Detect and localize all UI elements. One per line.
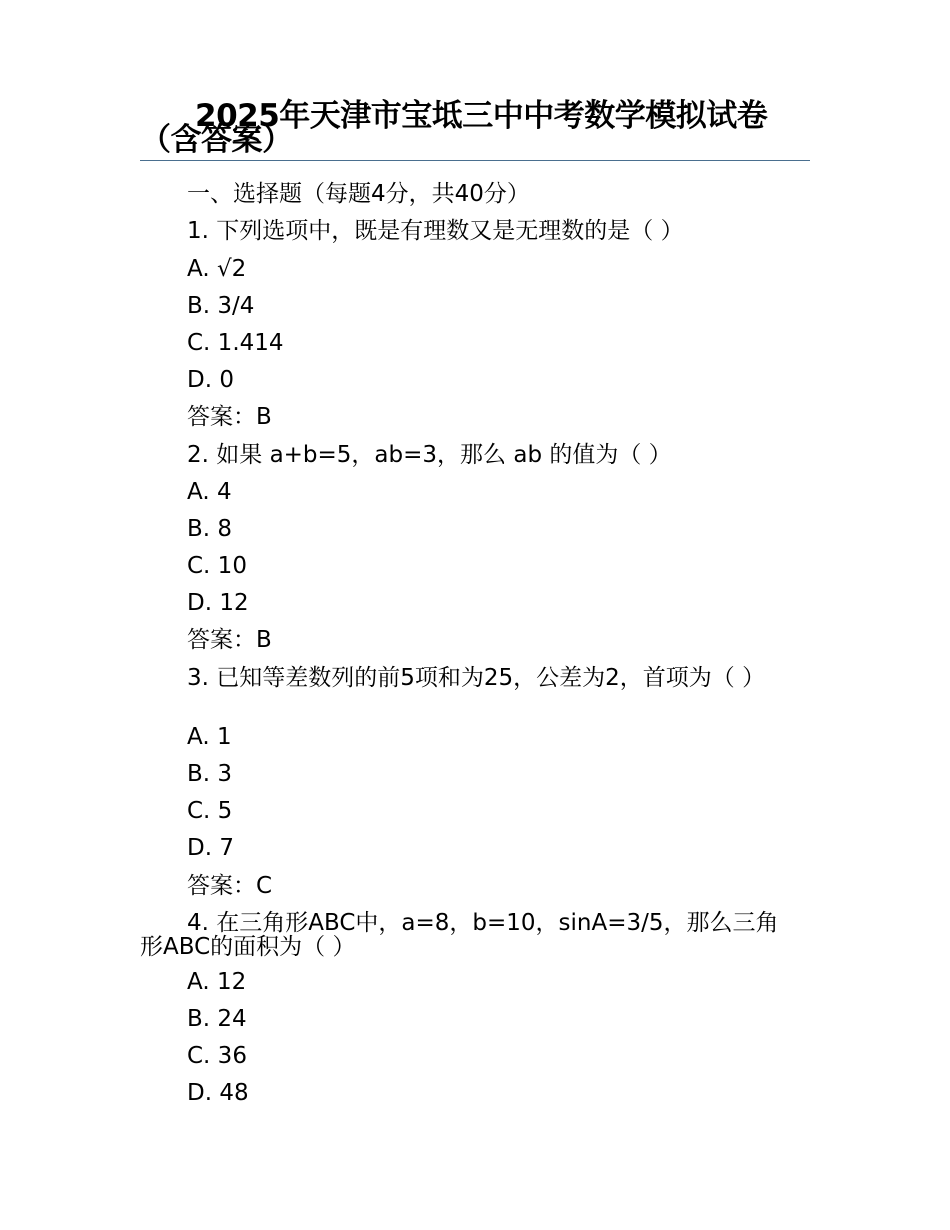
question-3-option-d: D. 7 — [187, 835, 234, 861]
title-underline — [140, 160, 810, 161]
question-3-option-c: C. 5 — [187, 798, 233, 824]
question-1-stem: 1. 下列选项中，既是有理数又是无理数的是（ ） — [187, 218, 684, 244]
question-1-answer: 答案：B — [187, 404, 272, 430]
question-3-option-b: B. 3 — [187, 761, 233, 787]
question-3-stem: 3. 已知等差数列的前5项和为25，公差为2，首项为（ ） — [187, 665, 766, 691]
question-4-option-d: D. 48 — [187, 1080, 249, 1106]
question-2-option-b: B. 8 — [187, 516, 233, 542]
question-2-answer: 答案：B — [187, 627, 272, 653]
question-1-option-b: B. 3/4 — [187, 293, 255, 319]
question-4-option-a: A. 12 — [187, 969, 247, 995]
question-4-stem: 4. 在三角形ABC中，a=8，b=10，sinA=3/5，那么三角形ABC的面积为（ ） — [140, 910, 779, 960]
question-2-option-a: A. 4 — [187, 479, 232, 505]
question-4-option-c: C. 36 — [187, 1043, 247, 1069]
question-3-answer: 答案：C — [187, 873, 273, 899]
question-1-option-d: D. 0 — [187, 367, 234, 393]
document-title: 2025年天津市宝坻三中中考数学模拟试卷（含答案） — [140, 98, 768, 158]
question-4-option-b: B. 24 — [187, 1006, 247, 1032]
question-2-option-d: D. 12 — [187, 590, 249, 616]
section-heading: 一、选择题（每题4分，共40分） — [187, 181, 530, 207]
question-2-option-c: C. 10 — [187, 553, 247, 579]
question-2-stem: 2. 如果 a+b=5，ab=3，那么 ab 的值为（ ） — [187, 442, 672, 468]
question-1-option-a: A. √2 — [187, 256, 247, 282]
question-3-option-a: A. 1 — [187, 724, 232, 750]
question-1-option-c: C. 1.414 — [187, 330, 284, 356]
